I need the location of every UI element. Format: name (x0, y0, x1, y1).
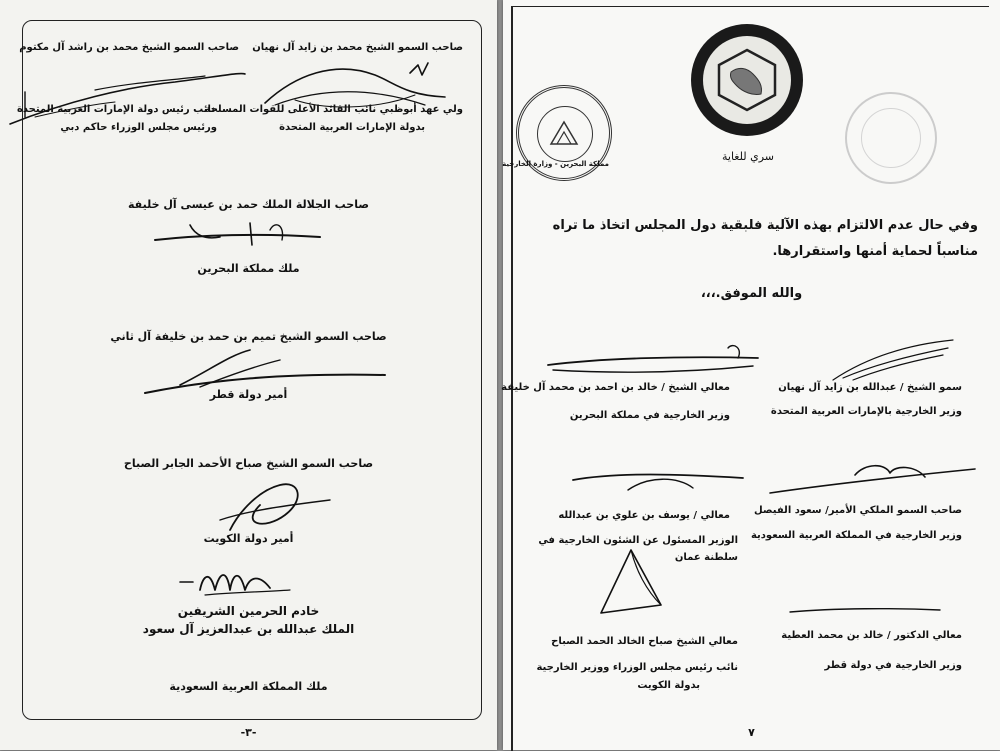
right-page (503, 0, 1000, 750)
saudi-king-title-line2: الملك عبدالله بن عبدالعزيز آل سعود (142, 622, 355, 636)
signatory-6-role-line2: بدولة الكويت (637, 680, 700, 691)
signatory-1-role: وزير الخارجية بالإمارات العربية المتحدة (770, 406, 962, 417)
oman-fm-signature (568, 462, 748, 497)
saudi-king-title-line1: خادم الحرمين الشريفين (177, 604, 320, 618)
uae-vp-role-line1: نائب رئيس دولة الإمارات العربية المتحدة (16, 104, 215, 115)
qatar-emir-role: أمير دولة قطر (209, 388, 288, 401)
uae-fm-signature (823, 330, 963, 385)
kuwait-fm-signature (591, 545, 671, 620)
signatory-6-role-line1: نائب رئيس مجلس الوزراء ووزير الخارجية (536, 662, 738, 673)
signatory-5-name: معالي الدكتور / خالد بن محمد العطية (781, 630, 962, 641)
signatory-4-name: معالي / يوسف بن علوي بن عبدالله (558, 510, 730, 521)
qatar-fm-signature (785, 600, 945, 620)
uae-vp-title: صاحب السمو الشيخ محمد بن راشد آل مكتوم (19, 42, 239, 53)
uae-president-title: صاحب السمو الشيخ محمد بن زايد آل نهيان (252, 42, 463, 53)
qatar-emir-title: صاحب السمو الشيخ تميم بن حمد بن خليفة آل ثاني (110, 330, 387, 343)
body-line-1: وفي حال عدم الالتزام بهذه الآلية فلبقية دول المجلس اتخاذ ما تراه (552, 218, 978, 233)
faded-seal-inner (861, 108, 921, 168)
saudi-king-signature (175, 560, 295, 600)
bahrain-king-role: ملك مملكة البحرين (197, 262, 300, 275)
body-line-2: مناسباً لحماية أمنها واستقرارها. (772, 244, 978, 259)
kuwait-emir-role: أمير دولة الكويت (203, 532, 294, 545)
signatory-3-name: صاحب السمو الملكي الأمير/ سعود الفيصل (754, 505, 962, 516)
classification-label: سري للغاية (721, 150, 774, 163)
bahrain-fm-signature (543, 340, 763, 380)
kuwait-emir-signature (200, 470, 340, 540)
kuwait-emir-title: صاحب السمو الشيخ صباح الأحمد الجابر الصباح (123, 457, 374, 470)
uae-vp-role-line2: ورئيس مجلس الوزراء حاكم دبي (60, 122, 217, 133)
seal-caption: مملكة البحرين - وزارة الخارجية (502, 160, 609, 168)
signatory-1-name: سمو الشيخ / عبدالله بن زايد آل نهيان (778, 382, 962, 393)
signatory-6-name: معالي الشيخ صباح الخالد الحمد الصباح (551, 636, 738, 647)
right-page-number: ٧ (748, 726, 755, 739)
faded-seal (845, 92, 937, 184)
signatory-4-role-line1: الوزير المسئول عن الشئون الخارجية في (538, 535, 738, 546)
signatory-2-role: وزير الخارجية في مملكة البحرين (569, 410, 730, 421)
signatory-2-name: معالي الشيخ / خالد بن احمد بن محمد آل خليفة (501, 382, 730, 393)
bahrain-king-title: صاحب الجلالة الملك حمد بن عيسى آل خليفة (128, 198, 369, 211)
signatory-5-role: وزير الخارجية في دولة قطر (824, 660, 962, 671)
left-page (0, 0, 497, 750)
uae-president-role-line2: بدولة الإمارات العربية المتحدة (279, 122, 425, 133)
left-page-number: -٣- (240, 726, 257, 739)
uae-president-role-line1: ولي عهد أبوظبي نائب القائد الأعلى للقوات المسلحة (204, 104, 463, 115)
signatory-3-role: وزير الخارجية في المملكة العربية السعودية (750, 530, 962, 541)
saudi-fm-signature (765, 455, 980, 495)
seal-emblem-icon (547, 118, 581, 148)
bahrain-king-signature (150, 215, 330, 255)
signatory-4-role-line2: سلطنة عمان (674, 552, 738, 563)
gcc-emblem-hexagon-icon (713, 46, 781, 114)
gcc-emblem (691, 24, 803, 136)
bahrain-seal (502, 85, 612, 181)
closing-line: والله الموفق.،،، (700, 286, 803, 301)
saudi-king-role: ملك المملكة العربية السعودية (169, 680, 328, 693)
